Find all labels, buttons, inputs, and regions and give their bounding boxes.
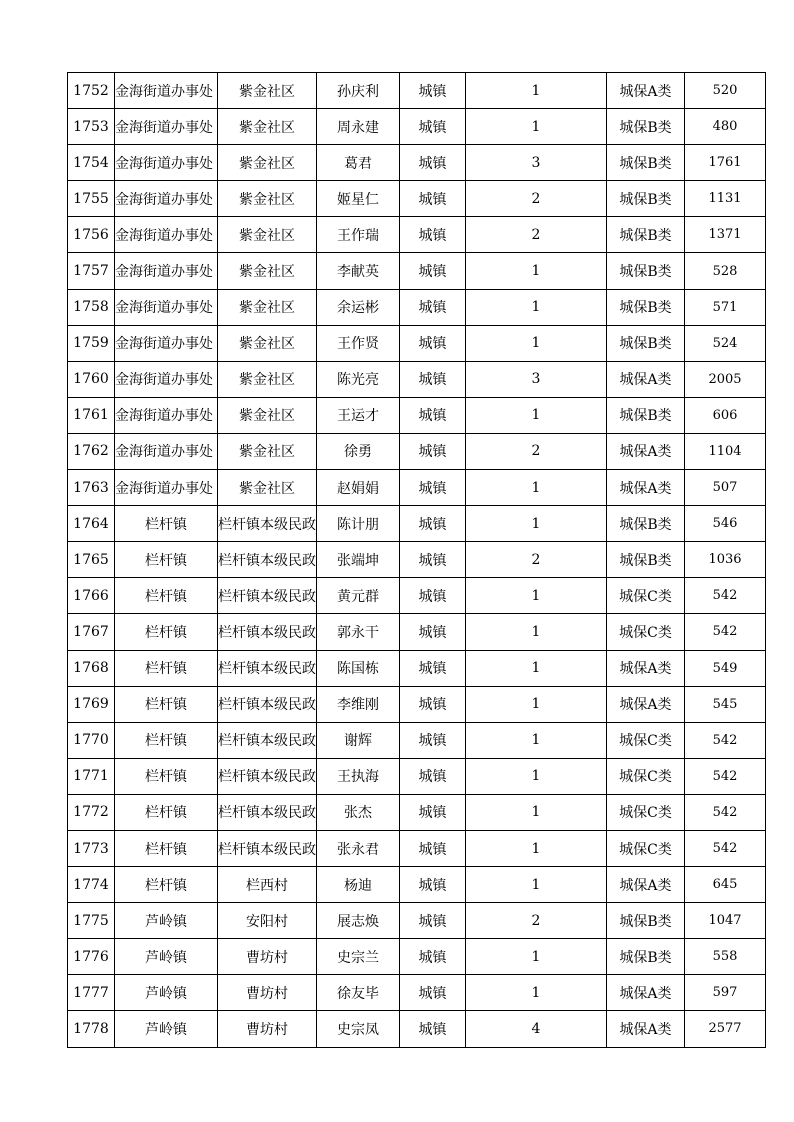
table-row — [68, 181, 766, 217]
area-cell: 城镇 — [400, 614, 466, 650]
table-row — [68, 542, 766, 578]
table-row — [68, 397, 766, 433]
community-cell: 紫金社区 — [218, 145, 317, 181]
row-id-cell: 1763 — [68, 470, 115, 506]
household-count-cell: 1 — [466, 506, 607, 542]
category-cell: 城保C类 — [607, 758, 685, 794]
name-cell: 陈计朋 — [317, 506, 400, 542]
amount-cell: 524 — [685, 325, 766, 361]
household-count-cell: 1 — [466, 758, 607, 794]
name-cell: 王运才 — [317, 397, 400, 433]
table-row — [68, 614, 766, 650]
amount-cell: 545 — [685, 686, 766, 722]
category-cell: 城保A类 — [607, 975, 685, 1011]
household-count-cell: 1 — [466, 614, 607, 650]
household-count-cell: 2 — [466, 217, 607, 253]
row-id-cell: 1756 — [68, 217, 115, 253]
district-cell: 金海街道办事处 — [115, 145, 218, 181]
category-cell: 城保A类 — [607, 650, 685, 686]
category-cell: 城保C类 — [607, 614, 685, 650]
household-count-cell: 1 — [466, 289, 607, 325]
table-row — [68, 506, 766, 542]
row-id-cell: 1757 — [68, 253, 115, 289]
household-count-cell: 1 — [466, 975, 607, 1011]
community-cell: 紫金社区 — [218, 109, 317, 145]
name-cell: 王作瑞 — [317, 217, 400, 253]
name-cell: 郭永干 — [317, 614, 400, 650]
area-cell: 城镇 — [400, 289, 466, 325]
area-cell: 城镇 — [400, 1011, 466, 1047]
district-cell: 栏杆镇 — [115, 614, 218, 650]
row-id-cell: 1761 — [68, 397, 115, 433]
community-cell: 紫金社区 — [218, 73, 317, 109]
amount-cell: 480 — [685, 109, 766, 145]
spreadsheet-page — [67, 72, 766, 1048]
row-id-cell: 1752 — [68, 73, 115, 109]
amount-cell: 1047 — [685, 903, 766, 939]
amount-cell: 542 — [685, 614, 766, 650]
name-cell: 葛君 — [317, 145, 400, 181]
row-id-cell: 1753 — [68, 109, 115, 145]
category-cell: 城保C类 — [607, 794, 685, 830]
household-count-cell: 2 — [466, 181, 607, 217]
category-cell: 城保B类 — [607, 939, 685, 975]
community-cell: 紫金社区 — [218, 217, 317, 253]
name-cell: 黄元群 — [317, 578, 400, 614]
name-cell: 李维刚 — [317, 686, 400, 722]
household-count-cell: 1 — [466, 397, 607, 433]
household-count-cell: 1 — [466, 109, 607, 145]
amount-cell: 542 — [685, 794, 766, 830]
community-cell: 栏杆镇本级民政 — [218, 758, 317, 794]
name-cell: 张端坤 — [317, 542, 400, 578]
district-cell: 芦岭镇 — [115, 903, 218, 939]
row-id-cell: 1766 — [68, 578, 115, 614]
amount-cell: 2577 — [685, 1011, 766, 1047]
table-row — [68, 433, 766, 469]
area-cell: 城镇 — [400, 650, 466, 686]
table-row — [68, 253, 766, 289]
row-id-cell: 1770 — [68, 722, 115, 758]
category-cell: 城保A类 — [607, 433, 685, 469]
amount-cell: 542 — [685, 758, 766, 794]
district-cell: 金海街道办事处 — [115, 217, 218, 253]
table-row — [68, 939, 766, 975]
household-count-cell: 2 — [466, 903, 607, 939]
row-id-cell: 1764 — [68, 506, 115, 542]
district-cell: 金海街道办事处 — [115, 325, 218, 361]
household-count-cell: 1 — [466, 253, 607, 289]
area-cell: 城镇 — [400, 939, 466, 975]
name-cell: 陈光亮 — [317, 361, 400, 397]
table-row — [68, 975, 766, 1011]
amount-cell: 549 — [685, 650, 766, 686]
household-count-cell: 1 — [466, 73, 607, 109]
district-cell: 芦岭镇 — [115, 975, 218, 1011]
community-cell: 紫金社区 — [218, 433, 317, 469]
district-cell: 栏杆镇 — [115, 867, 218, 903]
relief-roster-table — [67, 72, 766, 1048]
name-cell: 李献英 — [317, 253, 400, 289]
category-cell: 城保B类 — [607, 253, 685, 289]
district-cell: 芦岭镇 — [115, 1011, 218, 1047]
amount-cell: 571 — [685, 289, 766, 325]
category-cell: 城保B类 — [607, 506, 685, 542]
category-cell: 城保C类 — [607, 722, 685, 758]
district-cell: 金海街道办事处 — [115, 73, 218, 109]
row-id-cell: 1768 — [68, 650, 115, 686]
community-cell: 栏杆镇本级民政 — [218, 722, 317, 758]
row-id-cell: 1769 — [68, 686, 115, 722]
community-cell: 紫金社区 — [218, 325, 317, 361]
category-cell: 城保C类 — [607, 578, 685, 614]
table-row — [68, 578, 766, 614]
table-row — [68, 867, 766, 903]
area-cell: 城镇 — [400, 506, 466, 542]
household-count-cell: 1 — [466, 470, 607, 506]
amount-cell: 528 — [685, 253, 766, 289]
name-cell: 史宗兰 — [317, 939, 400, 975]
name-cell: 张杰 — [317, 794, 400, 830]
amount-cell: 542 — [685, 830, 766, 866]
area-cell: 城镇 — [400, 325, 466, 361]
name-cell: 王执海 — [317, 758, 400, 794]
community-cell: 紫金社区 — [218, 470, 317, 506]
area-cell: 城镇 — [400, 578, 466, 614]
category-cell: 城保B类 — [607, 903, 685, 939]
district-cell: 金海街道办事处 — [115, 109, 218, 145]
table-row — [68, 686, 766, 722]
area-cell: 城镇 — [400, 181, 466, 217]
amount-cell: 2005 — [685, 361, 766, 397]
district-cell: 金海街道办事处 — [115, 433, 218, 469]
category-cell: 城保B类 — [607, 217, 685, 253]
row-id-cell: 1777 — [68, 975, 115, 1011]
category-cell: 城保A类 — [607, 867, 685, 903]
row-id-cell: 1767 — [68, 614, 115, 650]
table-row — [68, 722, 766, 758]
table-row — [68, 73, 766, 109]
row-id-cell: 1772 — [68, 794, 115, 830]
name-cell: 徐勇 — [317, 433, 400, 469]
name-cell: 陈国栋 — [317, 650, 400, 686]
category-cell: 城保A类 — [607, 470, 685, 506]
area-cell: 城镇 — [400, 397, 466, 433]
amount-cell: 558 — [685, 939, 766, 975]
table-row — [68, 361, 766, 397]
table-row — [68, 758, 766, 794]
area-cell: 城镇 — [400, 722, 466, 758]
category-cell: 城保B类 — [607, 542, 685, 578]
row-id-cell: 1758 — [68, 289, 115, 325]
row-id-cell: 1775 — [68, 903, 115, 939]
district-cell: 栏杆镇 — [115, 686, 218, 722]
household-count-cell: 2 — [466, 542, 607, 578]
category-cell: 城保A类 — [607, 686, 685, 722]
name-cell: 余运彬 — [317, 289, 400, 325]
household-count-cell: 1 — [466, 830, 607, 866]
area-cell: 城镇 — [400, 867, 466, 903]
area-cell: 城镇 — [400, 253, 466, 289]
district-cell: 金海街道办事处 — [115, 470, 218, 506]
row-id-cell: 1776 — [68, 939, 115, 975]
name-cell: 展志焕 — [317, 903, 400, 939]
name-cell: 赵娟娟 — [317, 470, 400, 506]
area-cell: 城镇 — [400, 73, 466, 109]
category-cell: 城保A类 — [607, 1011, 685, 1047]
name-cell: 史宗凤 — [317, 1011, 400, 1047]
row-id-cell: 1774 — [68, 867, 115, 903]
district-cell: 栏杆镇 — [115, 722, 218, 758]
area-cell: 城镇 — [400, 975, 466, 1011]
row-id-cell: 1760 — [68, 361, 115, 397]
community-cell: 紫金社区 — [218, 397, 317, 433]
district-cell: 金海街道办事处 — [115, 289, 218, 325]
amount-cell: 645 — [685, 867, 766, 903]
table-row — [68, 470, 766, 506]
row-id-cell: 1773 — [68, 830, 115, 866]
row-id-cell: 1771 — [68, 758, 115, 794]
household-count-cell: 1 — [466, 867, 607, 903]
amount-cell: 546 — [685, 506, 766, 542]
row-id-cell: 1759 — [68, 325, 115, 361]
household-count-cell: 1 — [466, 650, 607, 686]
community-cell: 栏杆镇本级民政 — [218, 830, 317, 866]
community-cell: 栏杆镇本级民政 — [218, 794, 317, 830]
row-id-cell: 1765 — [68, 542, 115, 578]
district-cell: 栏杆镇 — [115, 506, 218, 542]
household-count-cell: 2 — [466, 433, 607, 469]
table-row — [68, 325, 766, 361]
district-cell: 芦岭镇 — [115, 939, 218, 975]
name-cell: 孙庆利 — [317, 73, 400, 109]
district-cell: 金海街道办事处 — [115, 397, 218, 433]
area-cell: 城镇 — [400, 361, 466, 397]
name-cell: 张永君 — [317, 830, 400, 866]
name-cell: 周永建 — [317, 109, 400, 145]
name-cell: 王作贤 — [317, 325, 400, 361]
amount-cell: 1131 — [685, 181, 766, 217]
area-cell: 城镇 — [400, 794, 466, 830]
amount-cell: 1371 — [685, 217, 766, 253]
community-cell: 紫金社区 — [218, 289, 317, 325]
area-cell: 城镇 — [400, 830, 466, 866]
district-cell: 栏杆镇 — [115, 650, 218, 686]
household-count-cell: 1 — [466, 325, 607, 361]
category-cell: 城保B类 — [607, 397, 685, 433]
community-cell: 栏杆镇本级民政 — [218, 614, 317, 650]
area-cell: 城镇 — [400, 145, 466, 181]
category-cell: 城保A类 — [607, 73, 685, 109]
area-cell: 城镇 — [400, 470, 466, 506]
district-cell: 金海街道办事处 — [115, 181, 218, 217]
community-cell: 栏杆镇本级民政 — [218, 686, 317, 722]
community-cell: 紫金社区 — [218, 181, 317, 217]
amount-cell: 1104 — [685, 433, 766, 469]
amount-cell: 597 — [685, 975, 766, 1011]
district-cell: 金海街道办事处 — [115, 253, 218, 289]
district-cell: 金海街道办事处 — [115, 361, 218, 397]
area-cell: 城镇 — [400, 217, 466, 253]
area-cell: 城镇 — [400, 758, 466, 794]
community-cell: 栏杆镇本级民政 — [218, 650, 317, 686]
amount-cell: 542 — [685, 722, 766, 758]
district-cell: 栏杆镇 — [115, 830, 218, 866]
table-row — [68, 903, 766, 939]
category-cell: 城保B类 — [607, 109, 685, 145]
amount-cell: 1761 — [685, 145, 766, 181]
district-cell: 栏杆镇 — [115, 758, 218, 794]
category-cell: 城保B类 — [607, 289, 685, 325]
amount-cell: 507 — [685, 470, 766, 506]
community-cell: 曹坊村 — [218, 975, 317, 1011]
area-cell: 城镇 — [400, 903, 466, 939]
community-cell: 紫金社区 — [218, 361, 317, 397]
table-row — [68, 794, 766, 830]
household-count-cell: 1 — [466, 722, 607, 758]
category-cell: 城保B类 — [607, 325, 685, 361]
table-row — [68, 145, 766, 181]
area-cell: 城镇 — [400, 109, 466, 145]
category-cell: 城保A类 — [607, 361, 685, 397]
table-body — [68, 73, 766, 1048]
community-cell: 栏杆镇本级民政 — [218, 506, 317, 542]
community-cell: 栏西村 — [218, 867, 317, 903]
table-row — [68, 289, 766, 325]
community-cell: 栏杆镇本级民政 — [218, 578, 317, 614]
amount-cell: 606 — [685, 397, 766, 433]
name-cell: 杨迪 — [317, 867, 400, 903]
area-cell: 城镇 — [400, 433, 466, 469]
community-cell: 安阳村 — [218, 903, 317, 939]
name-cell: 徐友毕 — [317, 975, 400, 1011]
district-cell: 栏杆镇 — [115, 542, 218, 578]
household-count-cell: 1 — [466, 578, 607, 614]
amount-cell: 520 — [685, 73, 766, 109]
community-cell: 栏杆镇本级民政 — [218, 542, 317, 578]
household-count-cell: 3 — [466, 145, 607, 181]
district-cell: 栏杆镇 — [115, 794, 218, 830]
household-count-cell: 1 — [466, 686, 607, 722]
community-cell: 紫金社区 — [218, 253, 317, 289]
household-count-cell: 4 — [466, 1011, 607, 1047]
household-count-cell: 3 — [466, 361, 607, 397]
category-cell: 城保B类 — [607, 145, 685, 181]
row-id-cell: 1778 — [68, 1011, 115, 1047]
row-id-cell: 1754 — [68, 145, 115, 181]
community-cell: 曹坊村 — [218, 939, 317, 975]
category-cell: 城保C类 — [607, 830, 685, 866]
name-cell: 姬星仁 — [317, 181, 400, 217]
district-cell: 栏杆镇 — [115, 578, 218, 614]
category-cell: 城保B类 — [607, 181, 685, 217]
name-cell: 谢辉 — [317, 722, 400, 758]
row-id-cell: 1755 — [68, 181, 115, 217]
household-count-cell: 1 — [466, 939, 607, 975]
area-cell: 城镇 — [400, 686, 466, 722]
household-count-cell: 1 — [466, 794, 607, 830]
table-row — [68, 1011, 766, 1047]
table-row — [68, 217, 766, 253]
amount-cell: 1036 — [685, 542, 766, 578]
table-row — [68, 109, 766, 145]
community-cell: 曹坊村 — [218, 1011, 317, 1047]
area-cell: 城镇 — [400, 542, 466, 578]
amount-cell: 542 — [685, 578, 766, 614]
row-id-cell: 1762 — [68, 433, 115, 469]
table-row — [68, 650, 766, 686]
table-row — [68, 830, 766, 866]
